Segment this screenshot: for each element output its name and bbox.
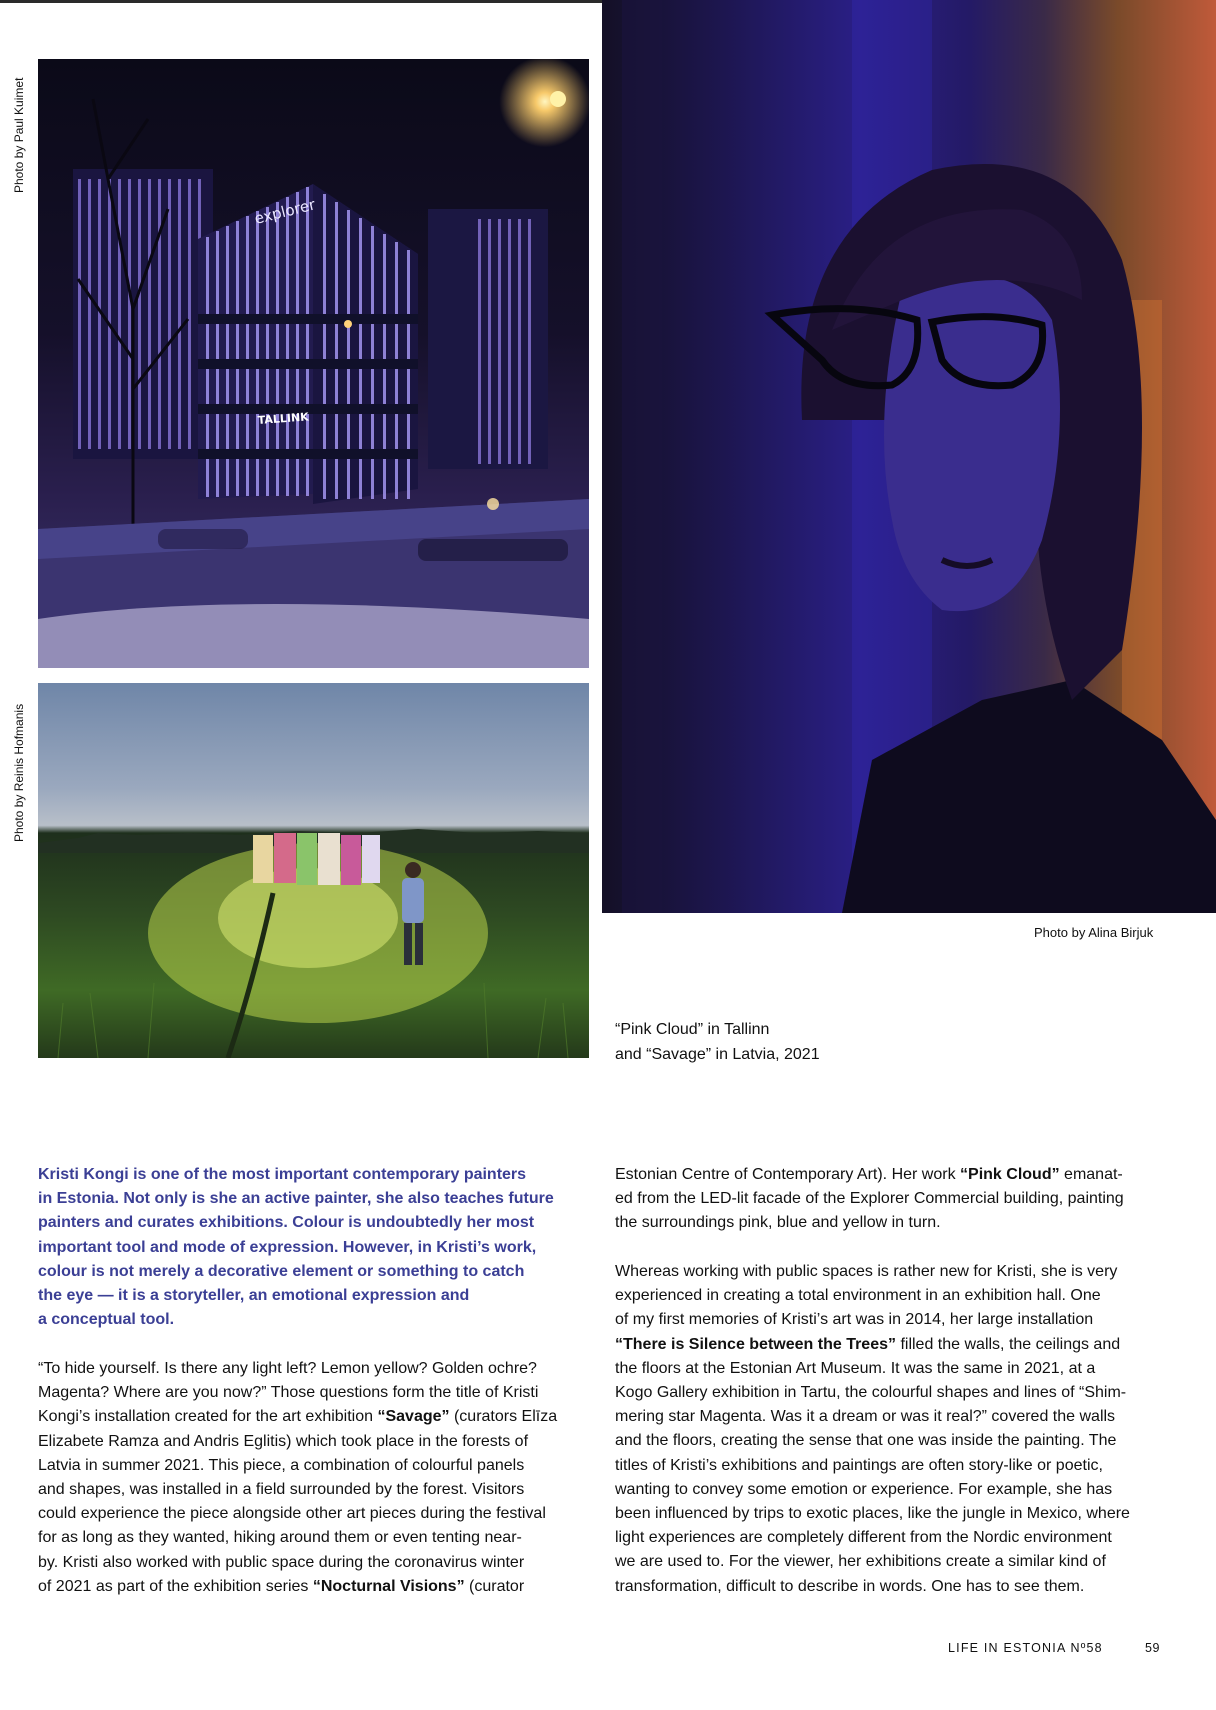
body-line: the surroundings pink, blue and yellow in turn.	[615, 1214, 941, 1232]
body-line: the floors at the Estonian Art Museum. It was the same in 2021, at a	[615, 1359, 1096, 1377]
lead-line: the eye — it is a storyteller, an emotional expression and	[38, 1287, 470, 1305]
caption-line: “Pink Cloud” in Tallinn	[615, 1021, 770, 1038]
body-line: Whereas working with public spaces is rather new for Kristi, she is very	[615, 1263, 1118, 1280]
lead-line: painters and curates exhibitions. Colour is undoubtedly her most	[38, 1214, 535, 1232]
body-line: titles of Kristi’s exhibitions and paintings are often story-like or poetic,	[615, 1456, 1103, 1474]
magazine-footer: LIFE IN ESTONIA Nº58	[948, 1641, 1103, 1655]
title-savage: “Savage”	[377, 1408, 450, 1426]
body-line: by. Kristi also worked with public space during the coronavirus winter	[38, 1553, 525, 1571]
page-number: 59	[1145, 1641, 1160, 1655]
body-paragraph-exhibitions	[615, 1260, 1175, 1599]
body-paragraph-savage	[38, 1357, 586, 1599]
lead-line: colour is not merely a decorative element or something to catch	[38, 1262, 525, 1280]
photo-portrait-kristi-kongi	[602, 0, 1216, 913]
body-line: experienced in creating a total environment in an exhibition hall. One	[615, 1287, 1101, 1305]
photo-credit-building: Photo by Paul Kuimet	[12, 77, 26, 193]
title-silence-between-trees: “There is Silence between the Trees”	[615, 1335, 896, 1353]
body-line: ed from the LED-lit facade of the Explorer Commercial building, painting	[615, 1190, 1124, 1208]
body-line: of my first memories of Kristi’s art was in 2014, her large installation	[615, 1311, 1094, 1329]
body-line: transformation, difficult to describe in words. One has to see them.	[615, 1577, 1085, 1595]
photo-caption	[615, 1017, 820, 1067]
body-line: mering star Magenta. Was it a dream or was it real?” covered the walls	[615, 1408, 1116, 1426]
body-line: light experiences are completely different from the Nordic environment	[615, 1529, 1112, 1547]
photo-credit-portrait: Photo by Alina Birjuk	[1034, 925, 1154, 940]
body-line: wanting to convey some emotion or experience. For example, she has	[615, 1480, 1113, 1498]
body-line: Estonian Centre of Contemporary Art). Her work “Pink Cloud” emanat-	[615, 1166, 1123, 1183]
lead-line: in Estonia. Not only is she an active painter, she also teaches future	[38, 1190, 554, 1208]
body-line: “There is Silence between the Trees” filled the walls, the ceilings and	[615, 1335, 1121, 1353]
body-line: we are used to. For the viewer, her exhibitions create a similar kind of	[615, 1553, 1106, 1571]
body-line: Elizabete Ramza and Andris Eglitis) which took place in the forests of	[38, 1432, 529, 1450]
body-line: Magenta? Where are you now?” Those questions form the title of Kristi	[38, 1384, 539, 1402]
photo-credit-field: Photo by Reinis Hofmanis	[12, 703, 26, 842]
body-line: Latvia in summer 2021. This piece, a combination of colourful panels	[38, 1456, 525, 1474]
title-nocturnal-visions: “Nocturnal Visions”	[312, 1577, 465, 1595]
photo-explorer-building	[38, 59, 589, 668]
body-line: Kongi’s installation created for the art exhibition “Savage” (curators Elīza	[38, 1408, 558, 1426]
body-paragraph-pink-cloud	[615, 1163, 1175, 1236]
body-line: could experience the piece alongside other art pieces during the festival	[38, 1505, 546, 1523]
art-panels	[253, 833, 380, 885]
title-pink-cloud: “Pink Cloud”	[960, 1166, 1060, 1183]
body-line: of 2021 as part of the exhibition series “Nocturnal Visions” (curator	[38, 1577, 525, 1595]
caption-line: and “Savage” in Latvia, 2021	[615, 1046, 820, 1063]
body-line: and the floors, creating the sense that one was inside the painting. The	[615, 1432, 1117, 1450]
body-line: Kogo Gallery exhibition in Tartu, the colourful shapes and lines of “Shim-	[615, 1384, 1127, 1402]
body-line: been influenced by trips to exotic places, like the jungle in Mexico, where	[615, 1505, 1130, 1523]
sign-tallink: TALLINK	[257, 410, 310, 427]
lead-paragraph	[38, 1163, 586, 1332]
lead-line: a conceptual tool.	[38, 1311, 175, 1329]
lead-line: Kristi Kongi is one of the most important contemporary painters	[38, 1166, 527, 1183]
lead-line: important tool and mode of expression. However, in Kristi’s work,	[38, 1238, 537, 1256]
photo-savage-field	[38, 683, 589, 1058]
body-line: “To hide yourself. Is there any light left? Lemon yellow? Golden ochre?	[38, 1360, 537, 1377]
sign-explorer: explorer	[252, 195, 318, 228]
body-line: for as long as they wanted, hiking around them or even tenting near-	[38, 1529, 522, 1547]
body-line: and shapes, was installed in a field surrounded by the forest. Visitors	[38, 1481, 525, 1499]
